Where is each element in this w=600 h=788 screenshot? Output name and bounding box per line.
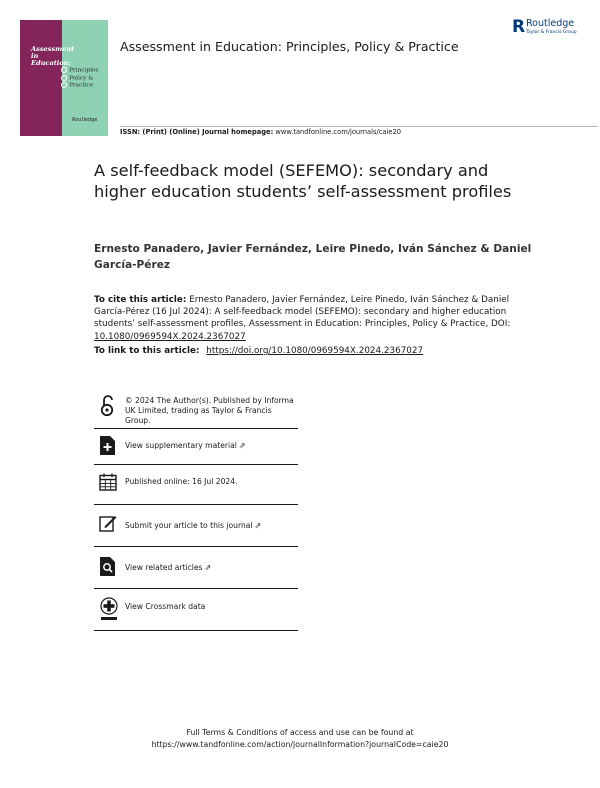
citation-text: Ernesto Panadero, Javier Fernández, Leire Pinedo, Iván Sánchez & Daniel García-Pérez (16 Jul 2024): A self-feedback model (SEFEMO): secondary and higher education students’ self-assessment profiles, Assessment in Education: Principles, Policy & Practice, DOI: (94, 295, 511, 330)
footer-terms-link[interactable]: https://www.tandfonline.com/action/journalInformation?journalCode=caie20 (151, 739, 449, 749)
related-label-wrap (125, 563, 211, 573)
publisher-name: Routledge (526, 18, 575, 29)
publisher-tagline: Taylor & Francis Group (526, 30, 577, 35)
external-link-icon: ⇗ (254, 521, 262, 530)
row-divider (94, 588, 298, 589)
submit-row[interactable] (94, 510, 298, 544)
row-divider (94, 630, 298, 631)
article-link-label: To link to this article: (94, 346, 200, 356)
crossmark-row[interactable] (94, 594, 298, 628)
journal-homepage-link[interactable]: www.tandfonline.com/journals/caie20 (275, 128, 401, 136)
cover-publisher-mark: Routledge (72, 117, 98, 123)
license-row (94, 390, 298, 430)
cover-subtitle-item: Principles (69, 67, 99, 74)
published-date: Published online: 16 Jul 2024. (125, 477, 238, 486)
related-row[interactable] (94, 552, 298, 586)
journal-cover (20, 20, 108, 136)
related-articles-icon (100, 557, 116, 576)
footer-terms: Full Terms & Conditions of access and use can be found at (186, 728, 414, 737)
submit-label[interactable]: Submit your article to this journal (125, 521, 253, 530)
related-label[interactable]: View related articles (125, 563, 203, 572)
external-link-icon: ⇗ (238, 441, 246, 450)
publisher-logo[interactable] (512, 18, 588, 40)
cover-title: Assessment in Education: (31, 45, 75, 68)
cover-spine (20, 20, 62, 136)
issn-label: ISSN: (Print) (Online) Journal homepage: (120, 128, 274, 136)
citation-label: To cite this article: (94, 295, 187, 305)
authors: Ernesto Panadero, Javier Fernández, Leire Pinedo, Iván Sánchez & Daniel García-Pérez (94, 243, 532, 271)
issn-line (120, 128, 401, 136)
crossmark-label[interactable]: View Crossmark data (125, 602, 206, 611)
citation-block (94, 294, 534, 343)
row-divider (94, 428, 298, 429)
supplementary-label[interactable]: View supplementary material (125, 441, 237, 450)
open-access-icon (100, 394, 114, 418)
publisher-logo-icon: R (512, 17, 526, 37)
citation-doi-link[interactable]: 10.1080/0969594X.2024.2367027 (94, 331, 246, 342)
cover-subtitle (61, 67, 98, 90)
row-divider (94, 504, 298, 505)
row-divider (94, 464, 298, 465)
cover-subtitle-item: Practice (69, 82, 94, 89)
article-link-block (94, 345, 534, 357)
calendar-icon (99, 473, 117, 491)
header-divider (120, 126, 598, 127)
article-title: A self-feedback model (SEFEMO): secondary and higher education students’ self-assessment profiles (94, 161, 512, 201)
journal-title: Assessment in Education: Principles, Policy & Practice (120, 39, 459, 54)
submit-label-wrap (125, 521, 261, 531)
external-link-icon: ⇗ (204, 563, 212, 572)
published-row (94, 468, 298, 502)
license-text: © 2024 The Author(s). Published by Informa UK Limited, trading as Taylor & Francis Group. (125, 396, 294, 426)
footer (100, 727, 500, 750)
submit-icon (99, 514, 117, 532)
crossmark-icon (100, 597, 118, 621)
row-divider (94, 546, 298, 547)
supplementary-row[interactable] (94, 432, 298, 466)
article-doi-link[interactable]: https://doi.org/10.1080/0969594X.2024.2367027 (206, 346, 424, 356)
supplementary-icon (100, 436, 115, 455)
supplementary-label-wrap (125, 441, 246, 451)
cover-subtitle-item: Policy & (69, 75, 94, 82)
